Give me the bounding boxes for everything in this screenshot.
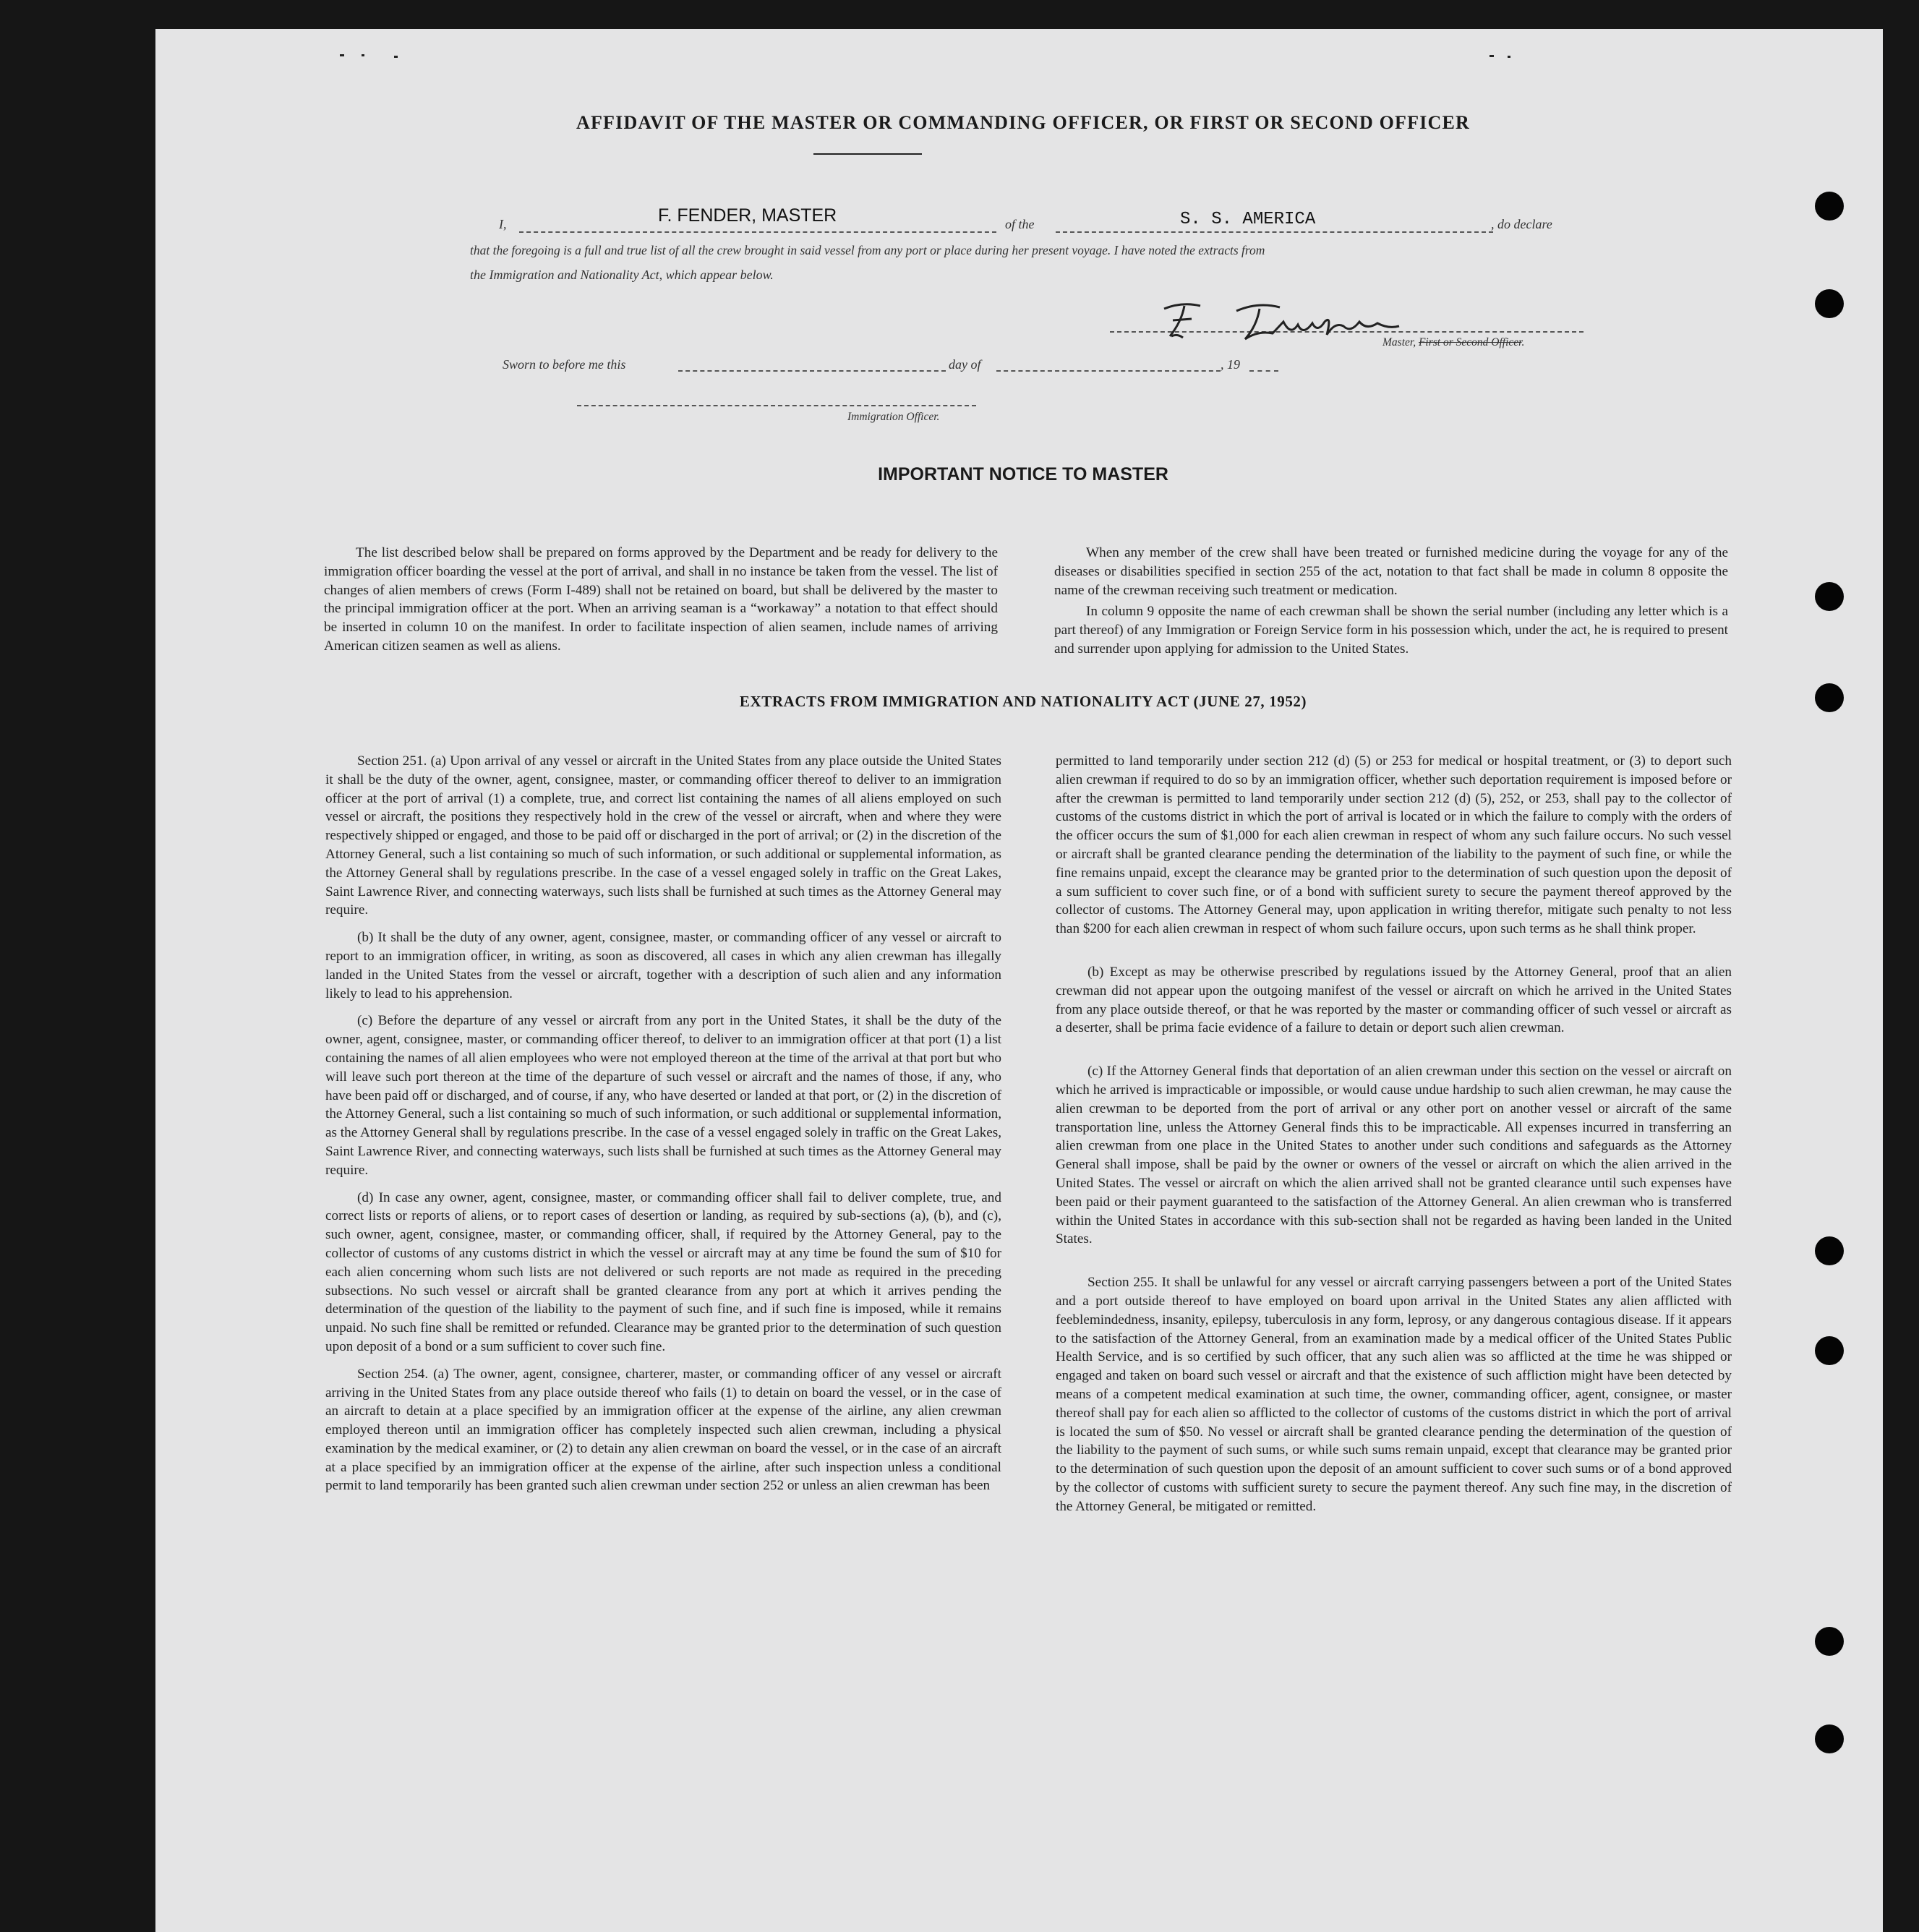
punch-hole	[1815, 1336, 1844, 1365]
scan-speck	[1508, 56, 1510, 58]
notice-left-column	[324, 544, 998, 664]
notice-right-paragraph-2: In column 9 opposite the name of each crewman shall be shown the serial number (including any letter which is a part thereof) of any Immigration or Foreign Service form in his possession which, under the act, he is required to present and surrender upon applying for admission to the United States.	[1054, 604, 1728, 657]
scan-speck	[1490, 55, 1494, 57]
extract-paragraph: Section 255. It shall be unlawful for any vessel or aircraft carrying passengers between a port of the United States and a port outside thereof to have employed on board upon arrival in the United States any alien afflicted with feeblemindedness, insanity, epilepsy, tuberculosis in any form, leprosy, or any dangerous contagious disease. If it appears to the satisfaction of the Attorney General, from an examination made by a medical officer of the United States Public Health Service, and is so certified by such officer, that any such alien was so afflicted at the time he was shipped or engaged and taken on board such vessel or aircraft and that the existence of such affliction might have been detected by means of a competent medical examination at such time, the owner, commanding officer, agent, consignee, or master thereof shall pay for each alien so afflicted to the collector of customs of the customs district in which the port of arrival is located the sum of $50. No vessel or aircraft shall be granted clearance pending the determination of the question of the liability to the payment of such sums, or while such sums remain unpaid, except that clearance may be granted prior to the determination of such question upon the deposit of an amount sufficient to cover such sums or of a bond approved by the collector of customs with sufficient surety to secure the payment thereof. Any such fine may, in the discretion of the Attorney General, be mitigated or remitted.	[1056, 1275, 1732, 1514]
scan-speck	[362, 54, 364, 56]
master-name-line	[519, 231, 996, 233]
extracts-right-column	[1056, 752, 1732, 1524]
sworn-day-line	[678, 370, 946, 372]
extract-paragraph: permitted to land temporarily under section 212 (d) (5) or 253 for medical or hospital treatment, or (3) to deport such alien crewman if required to do so by an immigration officer, whether such deportation requirement is imposed before or after the crewman is permitted to land temporarily under section 212 (d) (5), 252, or 253, shall pay to the collector of customs of the customs district in which the port of arrival is located or in which the failure to comply with the orders of the officer occurs the sum of $1,000 for each alien crewman in respect of whom any such failure occurs. No such vessel or aircraft shall be granted clearance pending the determination of the liability to the payment of such fine, or while the fine remains unpaid, except the clearance may be granted prior to the determination of such question upon the deposit of a sum sufficient to cover such fine, or of a bond with sufficient surety to secure the payment thereof approved by the collector of customs. The Attorney General may, upon application in writing therefor, mitigate such penalty to not less than $200 for each alien crewman in respect of whom such failure occurs, upon such terms as he shall think proper.	[1056, 753, 1732, 937]
extract-paragraph: (c) Before the departure of any vessel or aircraft from any port in the United States, it shall be the duty of the owner, agent, consignee, master, or commanding officer thereof, to deliver to an immigration officer at that port (1) a list containing the names of all alien employees who were not employed thereon at the time of the arrival at that port but who will leave such port thereon at the time of the departure of such vessel or aircraft and the names of those, if any, who have been paid off or discharged, and of course, if any, who have deserted or landed at that port, or (2) in the discretion of the Attorney General, such a list containing so much of such information, or such additional or supplemental information, as the Attorney General shall by regulations prescribe. In the case of a vessel engaged solely in traffic on the Great Lakes, Saint Lawrence River, and connecting waterways, such lists shall be furnished at such times as the Attorney General may require.	[325, 1013, 1001, 1178]
year-label: , 19	[1221, 357, 1240, 372]
title-rule	[813, 153, 922, 155]
officer-caption: Immigration Officer.	[847, 411, 940, 423]
punch-hole	[1815, 582, 1844, 611]
punch-hole	[1815, 1724, 1844, 1753]
signature-caption: Master, First or Second Officer.	[1382, 336, 1525, 349]
scan-speck	[340, 54, 344, 56]
i-label: I,	[499, 217, 507, 231]
punch-hole	[1815, 289, 1844, 318]
extract-paragraph: Section 251. (a) Upon arrival of any vessel or aircraft in the United States from any place outside the United States it shall be the duty of the owner, agent, consignee, master, or commanding officer thereof to deliver to an immigration officer at the port of arrival (1) a complete, true, and correct list containing the names of all aliens employed on such vessel or aircraft, the positions they respectively hold in the crew of the vessel or aircraft, when and where they were respectively shipped or engaged, and those to be paid off or discharged in the port of arrival; or (2) in the discretion of the Attorney General, such a list containing so much of such information, or such additional or supplemental information, as the Attorney General shall by regulations prescribe. In the case of a vessel engaged solely in traffic on the Great Lakes, Saint Lawrence River, and connecting waterways, such lists shall be furnished at such times as the Attorney General may require.	[325, 753, 1001, 918]
notice-right-column	[1054, 544, 1728, 667]
affidavit-title: AFFIDAVIT OF THE MASTER OR COMMANDING OFFICER, OR FIRST OR SECOND OFFICER	[576, 112, 1471, 133]
officer-signature-line	[577, 405, 976, 406]
of-the-label: of the	[1005, 217, 1035, 231]
signature-text: F. Fender	[1150, 293, 1153, 294]
declaration-line-1: that the foregoing is a full and true list of all the crew brought in said vessel from any port or place during her present voyage. I have noted the extracts from	[470, 243, 1265, 257]
day-of-label: day of	[949, 357, 981, 372]
extracts-left-column	[325, 752, 1001, 1504]
notice-right-paragraph-1: When any member of the crew shall have been treated or furnished medicine during the voyage for any of the diseases or disabilities specified in section 255 of the act, notation to that fact shall be made in column 8 opposite the name of the crewman receiving such treatment or medication.	[1054, 545, 1728, 598]
punch-hole	[1815, 1627, 1844, 1656]
declaration-line-2: the Immigration and Nationality Act, which appear below.	[470, 268, 774, 282]
extract-paragraph: (c) If the Attorney General finds that deportation of an alien crewman under this section on the vessel or aircraft on which he arrived is impracticable or impossible, or would cause undue hardship to such alien crewman, he may cause the alien crewman to be deported from the port of arrival or any other port on another vessel or aircraft of the same transportation line, unless the Attorney General finds this to be impracticable. All expenses incurred in transferring an alien crewman from one place in the United States to another under such conditions and safeguards as the Attorney General shall impose, shall be paid by the owner or owners of the vessel or aircraft on which the alien arrived in the United States. The vessel or aircraft on which the alien arrived shall not be granted clearance until such expenses have been paid or their payment guaranteed to the satisfaction of the Attorney General. An alien crewman who is transferred within the United States in accordance with this sub-section shall not be regarded as having been landed in the United States.	[1056, 1064, 1732, 1247]
vessel-name-field[interactable]: S. S. AMERICA	[1180, 210, 1316, 229]
punch-hole	[1815, 683, 1844, 712]
sworn-label: Sworn to before me this	[503, 357, 626, 372]
extract-paragraph: (d) In case any owner, agent, consignee, master, or commanding officer shall fail to deliver complete, true, and correct lists or reports of aliens, or to report cases of desertion or landing, as required by sub-sections (a), (b), and (c), such owner, agent, consignee, master, or commanding officer, shall, if required by the Attorney General, pay to the collector of customs of any customs district in which the vessel or aircraft may at any time be found the sum of $10 for each alien concerning whom such lists are not delivered or such reports are not made as required in the preceding subsections. No such vessel or aircraft shall be granted clearance from any port at which it arrives pending the determination of the question of the liability to the payment of such fine, and if such fine is imposed, while it remains unpaid. No such fine shall be remitted or refunded. Clearance may be granted prior to the determination of such question upon deposit of a bond or a sum sufficient to cover such fine.	[325, 1189, 1001, 1354]
extract-paragraph: (b) It shall be the duty of any owner, agent, consignee, master, or commanding officer of any vessel or aircraft to report to an immigration officer, in writing, as soon as discovered, all cases in which any alien crewman has illegally landed in the United States from the vessel or aircraft, together with a description of such alien and any information likely to lead to his apprehension.	[325, 930, 1001, 1001]
scan-speck	[394, 56, 398, 58]
punch-hole	[1815, 192, 1844, 221]
extracts-title: EXTRACTS FROM IMMIGRATION AND NATIONALITY ACT (JUNE 27, 1952)	[739, 693, 1307, 710]
do-declare-label: , do declare	[1491, 217, 1552, 231]
signature-caption-prefix: Master,	[1382, 336, 1416, 349]
extract-paragraph: (b) Except as may be otherwise prescribed by regulations issued by the Attorney General, proof that an alien crewman did not appear upon the outgoing manifest of the vessel or aircraft on which he arrived in the United States from any place outside thereof, or that he was reported by the master or commanding officer of such vessel or aircraft as a deserter, shall be prima facie evidence of a failure to detain or deport such alien crewman.	[1056, 964, 1732, 1036]
notice-left-paragraph: The list described below shall be prepared on forms approved by the Department and be ready for delivery to the immigration officer boarding the vessel at the port of arrival, and shall in no instance be taken from the vessel. The list of changes of alien members of crews (Form I-489) shall not be retained on board, but shall be delivered by the master to the principal immigration officer at the port. When an arriving seaman is a “workaway” a notation to that effect should be inserted in column 10 on the manifest. In order to facilitate inspection of alien seamen, include names of arriving American citizen seamen as well as aliens.	[324, 545, 998, 654]
master-name-field[interactable]: F. FENDER, MASTER	[658, 205, 837, 226]
signature-caption-struck: First or Second Officer	[1418, 336, 1522, 349]
sworn-year-line	[1249, 370, 1278, 372]
sworn-month-line	[996, 370, 1221, 372]
punch-hole	[1815, 1236, 1844, 1265]
vessel-name-line	[1056, 231, 1493, 233]
extract-paragraph: Section 254. (a) The owner, agent, consignee, charterer, master, or commanding officer of any vessel or aircraft arriving in the United States from any place outside thereof who fails (1) to detain on board the vessel, or in the case of an aircraft to detain at a place specified by an immigration officer at the expense of the airline, any alien crewman employed thereon until an immigration officer has completely inspected such alien crewman, including a physical examination by the medical examiner, or (2) to detain any alien crewman on board the vessel, or in the case of an aircraft at a place specified by an immigration officer at the expense of the airline, after such inspection unless a conditional permit to land temporarily has been granted such alien crewman under section 252 or unless an alien crewman has been	[325, 1366, 1001, 1494]
notice-title: IMPORTANT NOTICE TO MASTER	[878, 464, 1168, 484]
